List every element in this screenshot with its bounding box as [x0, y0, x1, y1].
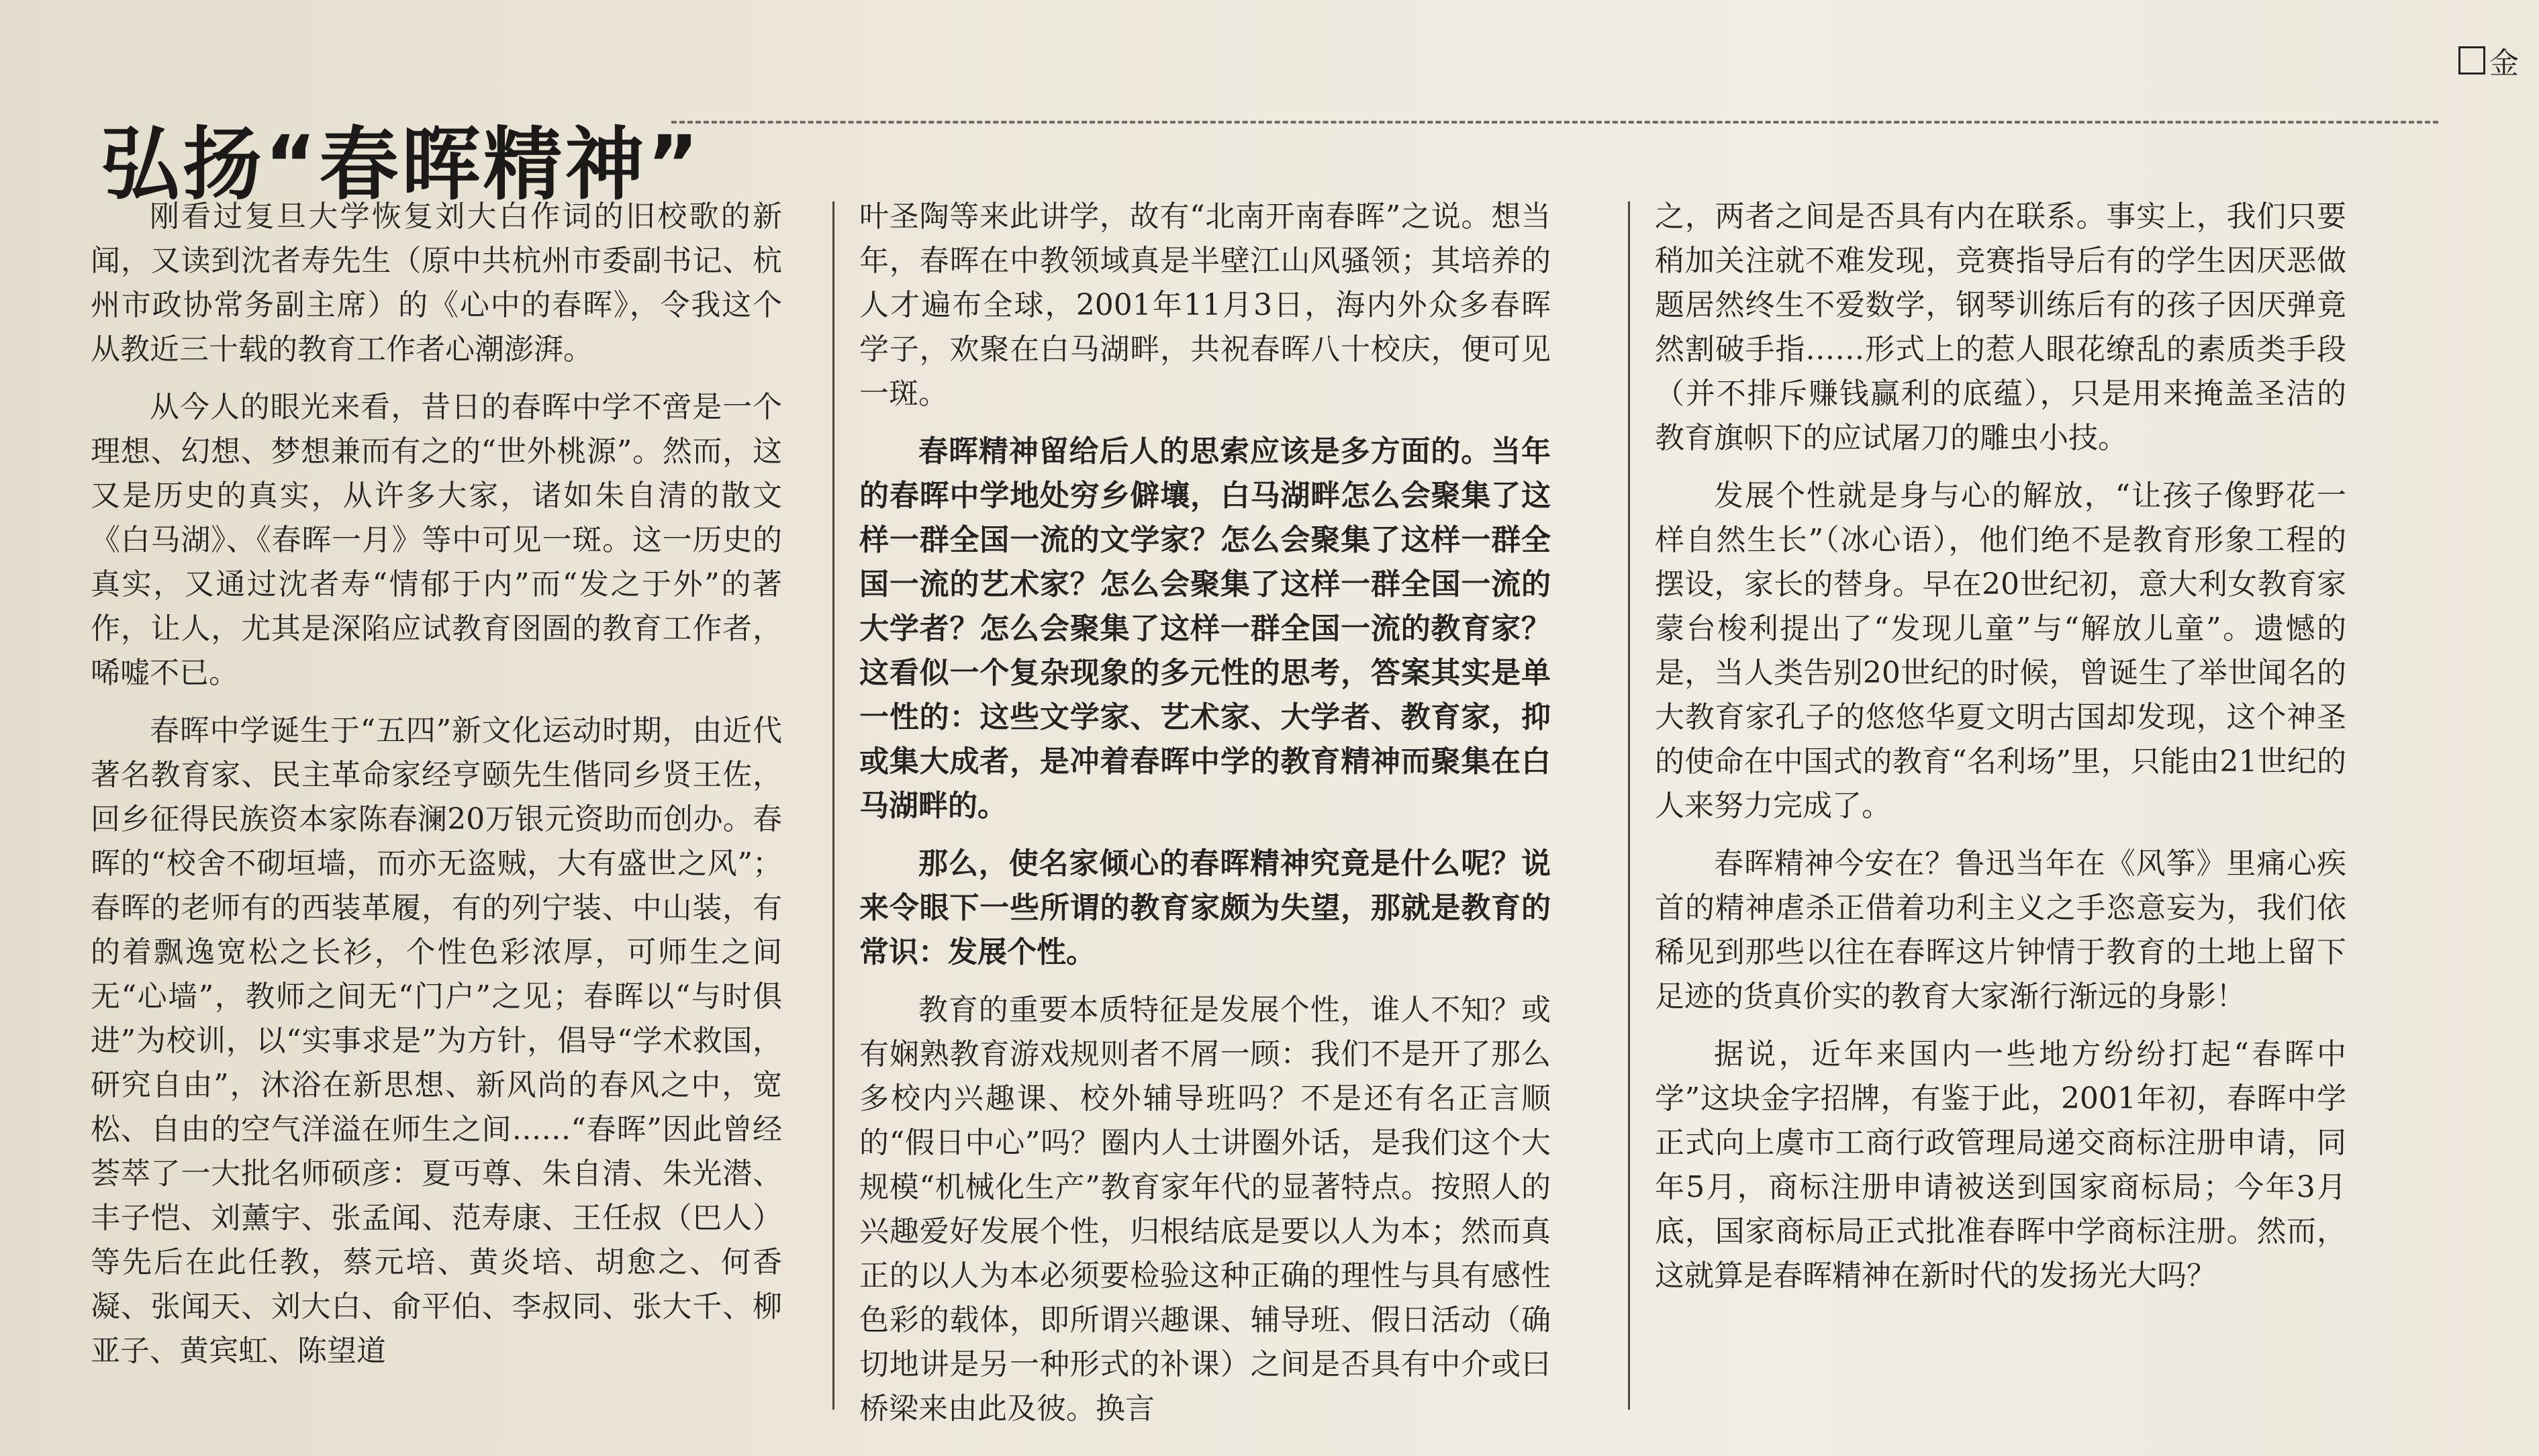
corner-tag	[2458, 39, 2519, 82]
paragraph: 之，两者之间是否具有内在联系。事实上，我们只要稍加关注就不难发现，竞赛指导后有的学生因厌恶做题居然终生不爱数学，钢琴训练后有的孩子因厌弹竟然割破手指……形式上的惹人眼花缭乱的素质类手段（并不排斥赚钱赢利的底蕴），只是用来掩盖圣洁的教育旗帜下的应试屠刀的雕虫小技。	[1655, 199, 2346, 455]
column-divider	[1628, 201, 1630, 1410]
column-divider	[832, 201, 834, 1410]
paragraph: 刚看过复旦大学恢复刘大白作词的旧校歌的新闻，又读到沈者寿先生（原中共杭州市委副书记、杭州市政协常务副主席）的《心中的春晖》，令我这个从教近三十载的教育工作者心潮澎湃。	[91, 199, 782, 367]
paragraph: 教育的重要本质特征是发展个性，谁人不知？或有娴熟教育游戏规则者不屑一顾：我们不是开了那么多校内兴趣课、校外辅导班吗？不是还有名正言顺的“假日中心”吗？圈内人士讲圈外话，是我们这个大规模“机械化生产”教育家年代的显著特点。按照人的兴趣爱好发展个性，归根结底是要以人为本；然而真正的以人为本必须要检验这种正确的理性与具有感性色彩的载体，即所谓兴趣课、辅导班、假日活动（确切地讲是另一种形式的补课）之间是否具有中介或曰桥梁来由此及彼。换言	[859, 993, 1551, 1426]
article-column-1	[91, 195, 782, 1387]
paragraph: 发展个性就是身与心的解放，“让孩子像野花一样自然生长”（冰心语），他们绝不是教育形象工程的摆设，家长的替身。早在20世纪初，意大利女教育家蒙台梭利提出了“发现儿童”与“解放儿童”。遗憾的是，当人类告别20世纪的时候，曾诞生了举世闻名的大教育家孔子的悠悠华夏文明古国却发现，这个神圣的使命在中国式的教育“名利场”里，只能由21世纪的人来努力完成了。	[1655, 479, 2346, 823]
paragraph: 春晖精神今安在？鲁迅当年在《风筝》里痛心疾首的精神虐杀正借着功利主义之手恣意妄为，我们依稀见到那些以往在春晖这片钟情于教育的土地上留下足迹的货真价实的教育大家渐行渐远的身影！	[1655, 846, 2346, 1014]
article-title: 弘扬“春晖精神”	[101, 118, 702, 211]
paragraph: 春晖中学诞生于“五四”新文化运动时期，由近代著名教育家、民主革命家经亨颐先生偕同乡贤王佐，回乡征得民族资本家陈春澜20万银元资助而创办。春晖的“校舍不砌垣墙，而亦无盗贼，大有盛世之风”；春晖的老师有的西装革履，有的列宁装、中山装，有的着飘逸宽松之长衫，个性色彩浓厚，可师生之间无“心墙”，教师之间无“门户”之见；春晖以“与时俱进”为校训，以“实事求是”为方针，倡导“学术救国，研究自由”，沐浴在新思想、新风尚的春风之中，宽松、自由的空气洋溢在师生之间……“春晖”因此曾经荟萃了一大批名师硕彦：夏丏尊、朱自清、朱光潜、丰子恺、刘薰宇、张孟闻、范寿康、王任叔（巴人）等先后在此任教，蔡元培、黄炎培、胡愈之、何香凝、张闻天、刘大白、俞平伯、李叔同、张大千、柳亚子、黄宾虹、陈望道	[91, 714, 782, 1368]
bold-paragraph: 那么，使名家倾心的春晖精神究竟是什么呢？说来令眼下一些所谓的教育家颇为失望，那就是教育的常识：发展个性。	[859, 846, 1551, 969]
square-icon	[2458, 46, 2485, 75]
article-column-2	[859, 195, 1551, 1445]
article-column-3	[1655, 195, 2346, 1312]
paragraph: 从今人的眼光来看，昔日的春晖中学不啻是一个理想、幻想、梦想兼而有之的“世外桃源”。然而，这又是历史的真实，从许多大家，诸如朱自清的散文《白马湖》、《春晖一月》等中可见一斑。这一历史的真实，又通过沈者寿“情郁于内”而“发之于外”的著作，让人，尤其是深陷应试教育囹圄的教育工作者，唏嘘不已。	[91, 390, 782, 690]
paragraph: 叶圣陶等来此讲学，故有“北南开南春晖”之说。想当年，春晖在中教领域真是半壁江山风骚领；其培养的人才遍布全球，2001年11月3日，海内外众多春晖学子，欢聚在白马湖畔，共祝春晖八十校庆，便可见一斑。	[859, 199, 1551, 411]
title-divider	[671, 121, 2438, 124]
corner-label: 金	[2489, 46, 2519, 81]
paragraph: 据说，近年来国内一些地方纷纷打起“春晖中学”这块金字招牌，有鉴于此，2001年初，春晖中学正式向上虞市工商行政管理局递交商标注册申请，同年5月，商标注册申请被送到国家商标局；今年3月底，国家商标局正式批准春晖中学商标注册。然而，这就算是春晖精神在新时代的发扬光大吗？	[1655, 1037, 2346, 1293]
bold-paragraph: 春晖精神留给后人的思索应该是多方面的。当年的春晖中学地处穷乡僻壤，白马湖畔怎么会聚集了这样一群全国一流的文学家？怎么会聚集了这样一群全国一流的艺术家？怎么会聚集了这样一群全国一流的大学者？怎么会聚集了这样一群全国一流的教育家？这看似一个复杂现象的多元性的思考，答案其实是单一性的：这些文学家、艺术家、大学者、教育家，抑或集大成者，是冲着春晖中学的教育精神而聚集在白马湖畔的。	[859, 434, 1551, 823]
